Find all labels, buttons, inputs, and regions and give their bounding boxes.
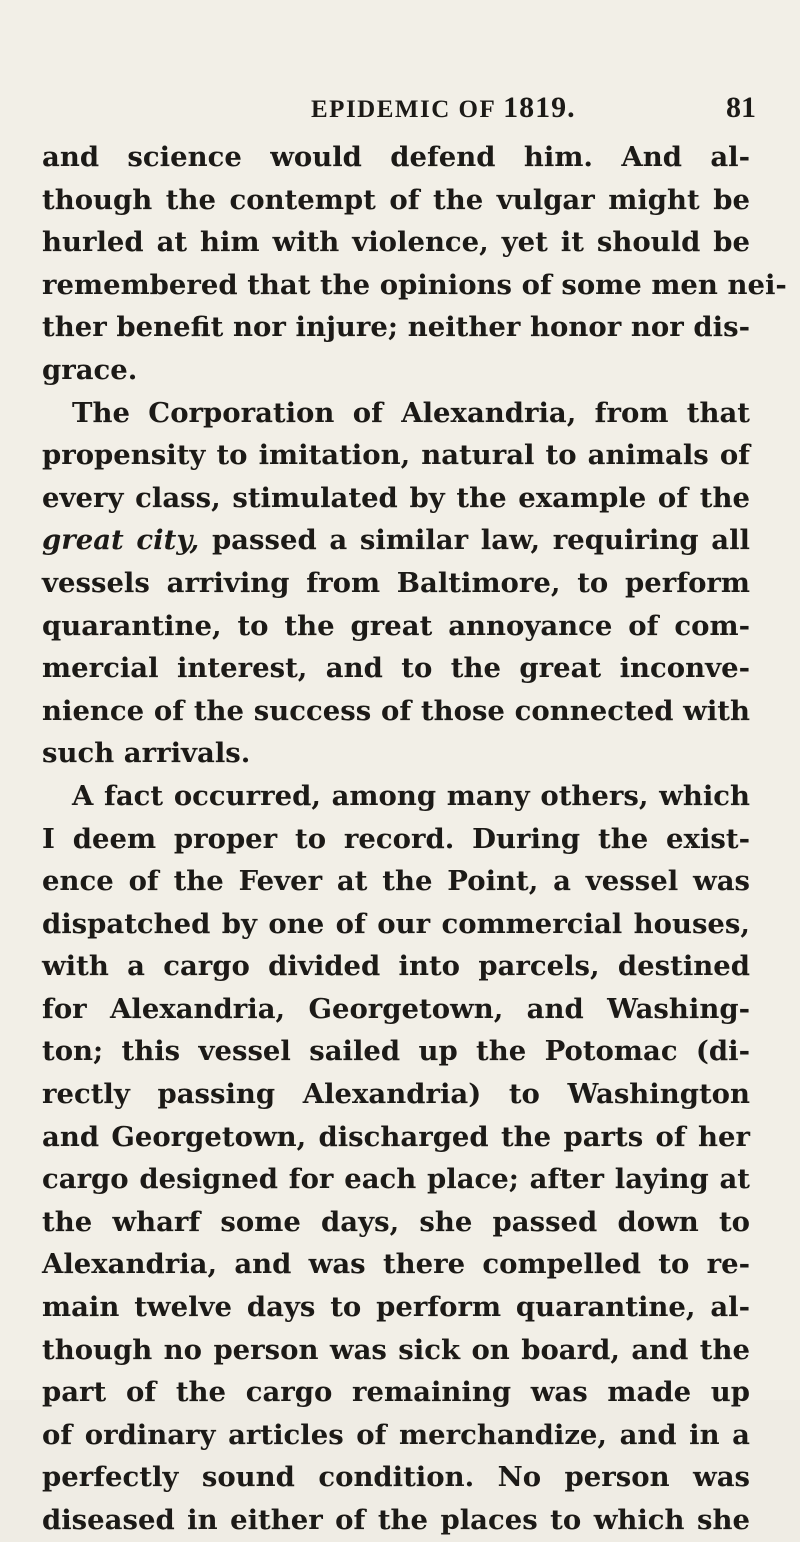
text-line	[42, 732, 750, 775]
text-line	[42, 1073, 750, 1116]
text-line	[42, 1243, 750, 1286]
text-line	[42, 1286, 750, 1329]
text-line	[42, 1158, 750, 1201]
text-line	[42, 605, 750, 648]
running-head-text: EPIDEMIC OF	[311, 96, 504, 123]
text-line	[42, 860, 750, 903]
text-line	[42, 945, 750, 988]
text-segment: such arrivals.	[42, 737, 251, 770]
text-segment: cargo designed for each place; after laying at	[42, 1163, 750, 1196]
text-segment: nience of the success of those connected with	[42, 694, 750, 727]
text-segment: dispatched by one of our commercial houses,	[42, 907, 750, 940]
text-segment: The Corporation of Alexandria, from that	[72, 396, 750, 429]
text-segment: A fact occurred, among many others, which	[72, 779, 750, 812]
text-line	[42, 264, 787, 307]
text-segment: perfectly sound condition. No person was	[42, 1461, 750, 1494]
text-line	[42, 1116, 750, 1159]
text-line	[42, 221, 750, 264]
text-segment: with a cargo divided into parcels, destined	[42, 950, 750, 983]
text-segment: though no person was sick on board, and the	[42, 1333, 750, 1366]
text-line	[42, 1371, 750, 1414]
text-line	[42, 775, 750, 818]
text-segment: passed a similar law, requiring all	[199, 524, 750, 557]
text-line	[42, 562, 750, 605]
text-line	[42, 903, 750, 946]
text-segment: diseased in either of the places to which she	[42, 1504, 750, 1536]
text-segment: and science would defend him. And al-	[42, 141, 750, 173]
text-line	[42, 1201, 750, 1244]
text-line	[42, 306, 750, 349]
text-segment: quarantine, to the great annoyance of com-	[42, 609, 750, 642]
text-segment: of ordinary articles of merchandize, and in a	[42, 1418, 750, 1451]
text-line	[42, 519, 750, 562]
text-segment: Alexandria, and was there compelled to re-	[42, 1248, 750, 1281]
text-line	[42, 1414, 750, 1457]
running-head-year: 1819.	[503, 91, 576, 124]
text-line	[42, 1030, 750, 1073]
text-line	[42, 434, 750, 477]
text-segment: remembered that the opinions of some men nei-	[42, 268, 787, 301]
text-line	[42, 690, 750, 733]
text-line	[42, 1499, 750, 1542]
text-segment: propensity to imitation, natural to animals of	[42, 439, 750, 472]
text-segment: mercial interest, and to the great inconve-	[42, 652, 750, 685]
italic-text: great city,	[42, 524, 200, 557]
text-segment: for Alexandria, Georgetown, and Washing-	[42, 992, 750, 1025]
text-line	[42, 349, 750, 392]
text-segment: though the contempt of the vulgar might be	[42, 183, 750, 216]
text-segment: main twelve days to perform quarantine, al-	[42, 1291, 750, 1324]
text-segment: and Georgetown, discharged the parts of her	[42, 1120, 750, 1153]
text-line	[42, 988, 750, 1031]
text-line	[42, 477, 750, 520]
text-segment: vessels arriving from Baltimore, to perform	[42, 566, 750, 599]
text-segment: grace.	[42, 353, 138, 386]
text-segment: every class, stimulated by the example of the	[42, 481, 750, 514]
running-head	[311, 88, 576, 130]
text-line	[42, 647, 750, 690]
text-segment: hurled at him with violence, yet it should be	[42, 226, 750, 259]
text-segment: ther benefit nor injure; neither honor nor dis-	[42, 311, 750, 344]
text-segment: the wharf some days, she passed down to	[42, 1205, 750, 1238]
text-line	[42, 818, 750, 861]
text-segment: part of the cargo remaining was made up	[42, 1376, 750, 1409]
text-line	[42, 136, 750, 179]
text-line	[42, 1329, 750, 1372]
text-segment: I deem proper to record. During the exist-	[42, 822, 750, 855]
page-header	[0, 88, 800, 128]
page-number: 81	[726, 91, 756, 124]
body-text	[42, 136, 787, 1542]
text-segment: ence of the Fever at the Point, a vessel was	[42, 865, 750, 898]
text-segment: rectly passing Alexandria) to Washington	[42, 1078, 750, 1111]
text-line	[42, 1456, 750, 1499]
text-line	[42, 179, 750, 222]
text-segment: ton; this vessel sailed up the Potomac (di-	[42, 1035, 750, 1068]
text-line	[42, 392, 750, 435]
